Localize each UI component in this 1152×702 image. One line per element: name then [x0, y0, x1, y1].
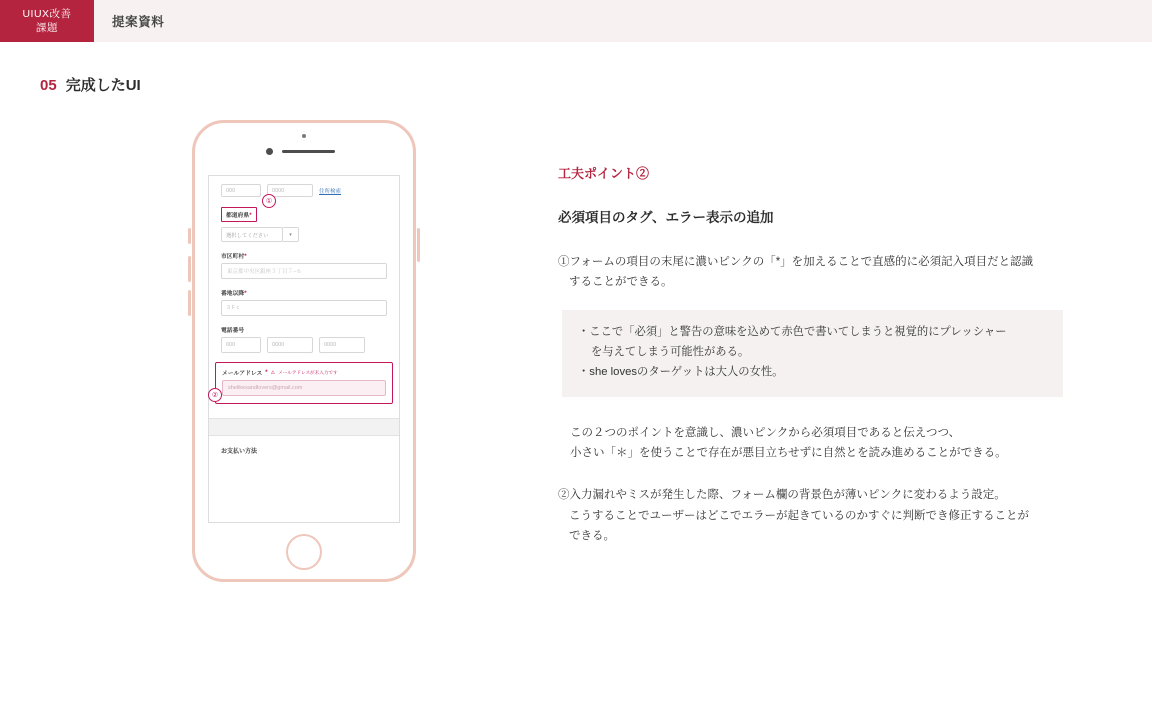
payment-method-label: お支払い方法 [221, 449, 258, 455]
phone-number-label: 電話番号 [221, 328, 245, 334]
phone-number-inputs [221, 337, 387, 353]
zipcode-part2-input[interactable]: 0000 [267, 184, 313, 197]
phone-power-button [417, 228, 420, 262]
phone-part2-input[interactable]: 0000 [267, 337, 313, 353]
brand-line-1: UIUX改善 [22, 7, 72, 20]
prefecture-select-value[interactable]: 選択してください [221, 227, 283, 242]
warning-icon: ⚠ [270, 369, 276, 376]
paragraph-two-line3: できる。 [569, 530, 615, 543]
paragraph-one-line1: ①フォームの項目の末尾に濃いピンクの「*」を加えることで直感的に必須記入項目だと認識 [558, 256, 1034, 268]
city-required-star: * [244, 254, 247, 260]
phone-number-field [221, 325, 387, 353]
city-field [221, 251, 387, 279]
email-required-star: * [265, 369, 268, 376]
note-callout-box [562, 310, 1063, 396]
top-header-bar [0, 0, 1152, 42]
body-paragraph-line2: 小さい「＊」を使うことで存在が悪目立ちせずに自然とを読み進めることができる。 [570, 447, 1007, 460]
email-error-message: メールアドレスが未入力です [278, 369, 338, 375]
section-heading [40, 74, 141, 95]
brand-line-2: 課題 [36, 22, 58, 34]
zipcode-row [221, 184, 387, 197]
phone-silent-switch [188, 228, 191, 244]
callout-marker-1: ① [262, 194, 276, 208]
explanation-column [558, 163, 1063, 547]
street-input[interactable]: 3 F c [221, 300, 387, 316]
section-divider-band [209, 418, 399, 436]
note-line-two: ・she lovesのターゲットは大人の女性。 [578, 365, 784, 378]
phone-screen [208, 175, 400, 523]
paragraph-one [558, 252, 1063, 292]
email-label-row [222, 368, 386, 377]
city-label-row [221, 251, 387, 263]
section-number: 05 [40, 77, 57, 94]
street-required-star: * [244, 291, 247, 297]
phone-home-button [286, 534, 322, 570]
phone-mockup [192, 120, 416, 582]
email-input[interactable]: shelikesandlovers@gmail.com [222, 380, 386, 396]
city-input[interactable]: 東京都中央区銀座３丁目７−６ [221, 263, 387, 279]
phone-sensor-dot-icon [302, 134, 306, 138]
phone-volume-down-button [188, 290, 191, 316]
section-title: 完成したUI [65, 77, 141, 94]
note-line-one-b: を与えてしまう可能性がある。 [591, 346, 750, 359]
prefecture-label-highlight [221, 207, 257, 222]
phone-camera-icon [266, 148, 273, 155]
paragraph-two-line1: ②入力漏れやミスが発生した際、フォーム欄の背景色が薄いピンクに変わるよう設定。 [558, 489, 1006, 502]
note-line-one-a: ・ここで「必須」と警告の意味を込めて赤色で書いてしまうと視覚的にプレッシャー [578, 326, 1007, 339]
point-subtitle: 必須項目のタグ、エラー表示の追加 [558, 210, 774, 225]
nav-item-proposal[interactable]: 提案資料 [112, 15, 165, 29]
callout-marker-2: ② [208, 388, 222, 402]
brand-logo[interactable] [0, 0, 94, 42]
phone-label-row [221, 325, 387, 337]
prefecture-select[interactable] [221, 227, 387, 242]
zipcode-part1-input[interactable]: 000 [221, 184, 261, 197]
body-paragraph [558, 423, 1063, 464]
note-line-one [578, 323, 1047, 363]
chevron-down-icon[interactable]: ▾ [283, 227, 299, 242]
email-field-error-block [215, 362, 393, 404]
street-label-row [221, 288, 387, 300]
city-label: 市区町村 [221, 254, 245, 260]
prefecture-label: 都道府県 [226, 213, 250, 219]
checkout-form [209, 176, 399, 404]
point-title: 工夫ポイント② [558, 166, 650, 181]
paragraph-two [558, 485, 1063, 546]
top-navigation [94, 0, 164, 42]
phone-speaker-icon [282, 150, 335, 153]
paragraph-two-line2: こうすることでユーザーはどこでエラーが起きているのかすぐに判断でき修正することが [569, 509, 1029, 522]
paragraph-one-line2: することができる。 [569, 276, 673, 289]
address-search-link[interactable]: 住所検索 [319, 188, 342, 195]
email-label: メールアドレス [222, 371, 263, 377]
body-paragraph-line1: この２つのポイントを意識し、濃いピンクから必須項目であると伝えつつ、 [570, 426, 961, 439]
street-label: 番地以降 [221, 291, 245, 297]
phone-volume-up-button [188, 256, 191, 282]
street-field [221, 288, 387, 316]
phone-part3-input[interactable]: 0000 [319, 337, 365, 353]
prefecture-required-star: * [249, 213, 252, 219]
phone-part1-input[interactable]: 000 [221, 337, 261, 353]
prefecture-field [221, 207, 387, 242]
